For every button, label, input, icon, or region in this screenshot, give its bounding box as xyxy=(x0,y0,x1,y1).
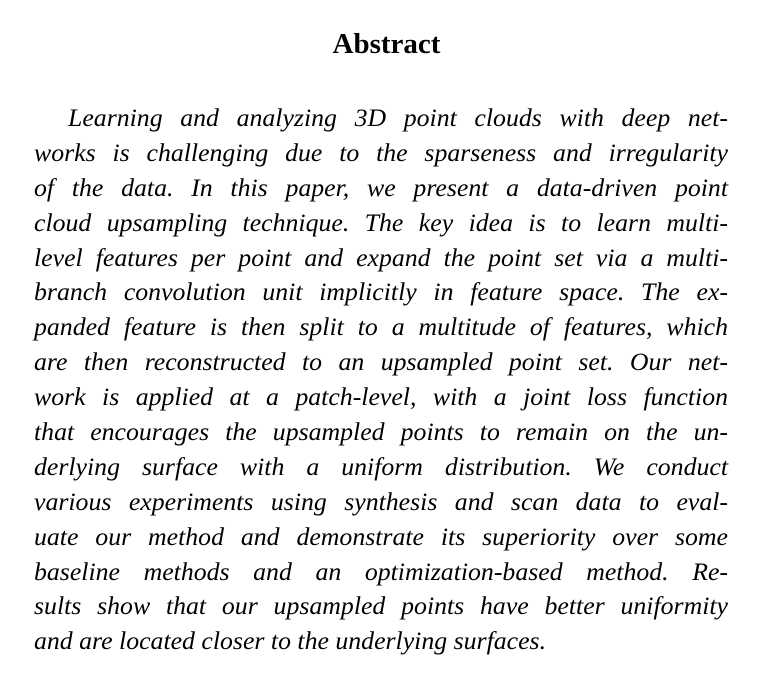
abstract-heading: Abstract xyxy=(332,28,441,60)
abstract-line: panded feature is then split to a multitude of features, which xyxy=(34,312,728,342)
abstract-line: works is challenging due to the sparseness and irregularity xyxy=(34,137,728,167)
abstract-line: are then reconstructed to an upsampled point set. Our net- xyxy=(34,347,728,377)
abstract-line: that encourages the upsampled points to remain on the un- xyxy=(34,417,728,447)
abstract-line: baseline methods and an optimization-based method. Re- xyxy=(34,556,728,586)
abstract-line: work is applied at a patch-level, with a joint loss function xyxy=(34,382,728,412)
abstract-line: level features per point and expand the point set via a multi- xyxy=(34,242,728,272)
abstract-line: and are located closer to the underlying surfaces. xyxy=(34,626,547,656)
abstract-line: branch convolution unit implicitly in feature space. The ex- xyxy=(34,277,728,307)
abstract-line: cloud upsampling technique. The key idea is to learn multi- xyxy=(34,207,728,237)
abstract-line: uate our method and demonstrate its superiority over some xyxy=(34,521,728,551)
abstract-line: Learning and analyzing 3D point clouds with deep net- xyxy=(68,103,728,132)
abstract-line: of the data. In this paper, we present a data-driven point xyxy=(34,172,728,202)
abstract-paragraph xyxy=(34,101,728,659)
abstract-line: derlying surface with a uniform distribution. We conduct xyxy=(34,451,728,481)
abstract-line: various experiments using synthesis and scan data to eval- xyxy=(34,486,728,516)
abstract-line: sults show that our upsampled points have better uniformity xyxy=(34,591,728,621)
